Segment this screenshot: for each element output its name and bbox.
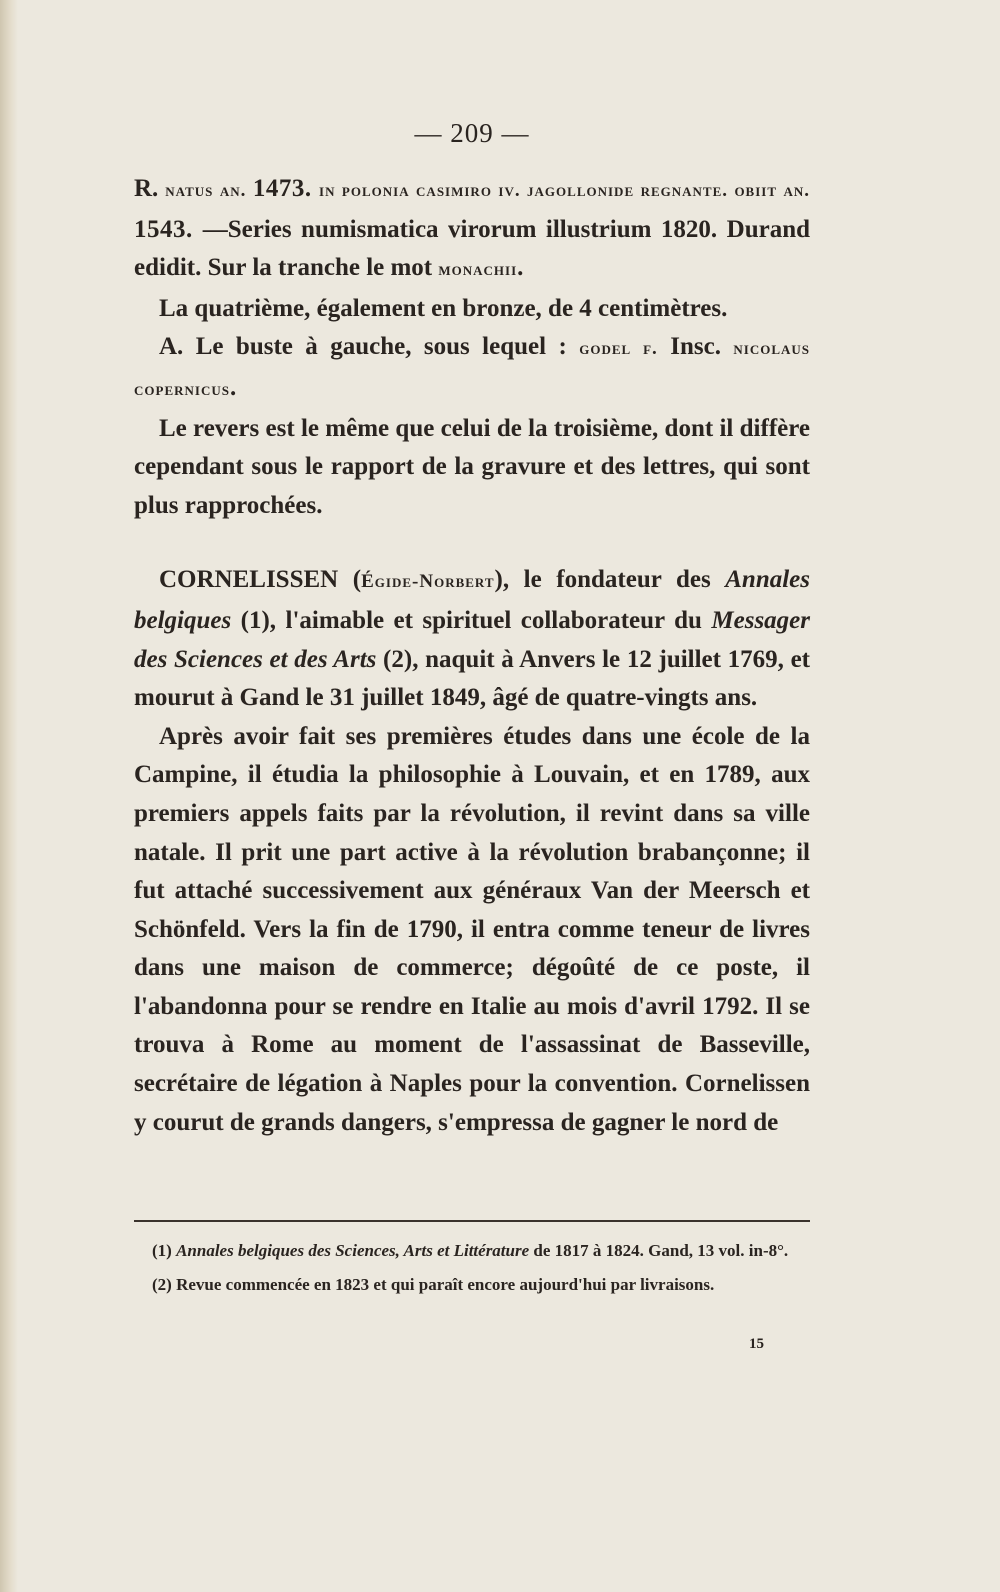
footnote-1 [134,1236,810,1266]
legend-death-year: 1543. [134,215,203,243]
legend-polonia: in polonia casimiro iv. jagollonide regnante. obiit an. [319,180,810,201]
cornelissen-given-names: Égide-Norbert [361,571,495,593]
footnote-1-marker: (1) [152,1241,177,1260]
obverse-intro: A. Le buste à gauche, sous lequel : [159,333,580,361]
paragraph-obverse [134,328,810,409]
paragraph-reverse: Le revers est le même que celui de la troisième, dont il diffère cependant sous le rapport de la gravure et des lettres, qui sont plus rapprochées. [134,414,810,519]
footnote-1-title: Annales belgiques des Sciences, Arts et Littérature [176,1241,530,1260]
legend-series: —Series numismatica virorum illustrium 1820. Durand edidit. Sur la tranche le mot [134,215,810,282]
footnote-2 [134,1270,810,1300]
page-number: — 209 — [414,118,530,148]
footnotes [134,1236,810,1300]
main-text [134,170,810,1142]
book-page [132,0,812,1592]
cornelissen-text-a: ), le fondateur des [494,566,726,594]
title-annales: Annales belgiques [134,566,810,634]
cornelissen-name: CORNELISSEN ( [159,566,362,594]
obverse-engraver: godel f. [579,338,658,360]
footnote-2-text: Revue commencée en 1823 et qui paraît encore aujourd'hui par livraisons. [176,1275,715,1294]
legend-period: . [517,254,524,282]
signature-mark: 15 [749,1336,764,1352]
book-spine-shadow [0,0,18,1592]
paragraph-biography: Après avoir fait ses premières études dans une école de la Campine, il étudia la philosophie à Louvain, et en 1789, aux premiers appels faits par la révolution, il revint dans sa ville natale. Il prit une part active à la révolution brabançonne; il fut attaché successivement aux généraux Van der Meersch et Schönfeld. Vers la fin de 1790, il entra comme teneur de livres dans une maison de commerce; dégoûté de ce poste, il l'abandonna pour se rendre en Italie au mois d'avril 1792. Il se trouva à Rome au moment de l'assassinat de Basseville, secrétaire de légation à Naples pour la convention. Cornelissen y courut de grands dangers, s'empressa de gagner le nord de [134,722,810,1136]
cornelissen-text-b: (1), l'aimable et spirituel collaborateur du [231,606,712,634]
title-messager: Messager des Sciences et des Arts [134,606,810,673]
legend-birth-year: 1473. [252,175,320,202]
legend-monachii: monachii [438,259,518,281]
legend-initial: R. [134,175,166,202]
obverse-insc: Insc. [657,333,734,361]
paragraph-medal-legend [134,170,810,290]
obverse-period: . [229,373,237,401]
footnote-1-text: de 1817 à 1824. Gand, 13 vol. in-8°. [529,1241,789,1260]
cornelissen-text-c: (2), naquit à Anvers le 12 juillet 1769, et mourut à Gand le 31 juillet 1849, âgé de quatre-vingts ans. [134,645,810,712]
paragraph-cornelissen-intro [134,561,810,717]
footnote-divider [134,1220,810,1222]
obverse-name: nicolaus copernicus [134,338,810,400]
footnote-2-marker: (2) [152,1275,177,1294]
paragraph-fourth-medal: La quatrième, également en bronze, de 4 centimètres. [159,294,728,322]
legend-natus: natus an. [165,180,253,201]
